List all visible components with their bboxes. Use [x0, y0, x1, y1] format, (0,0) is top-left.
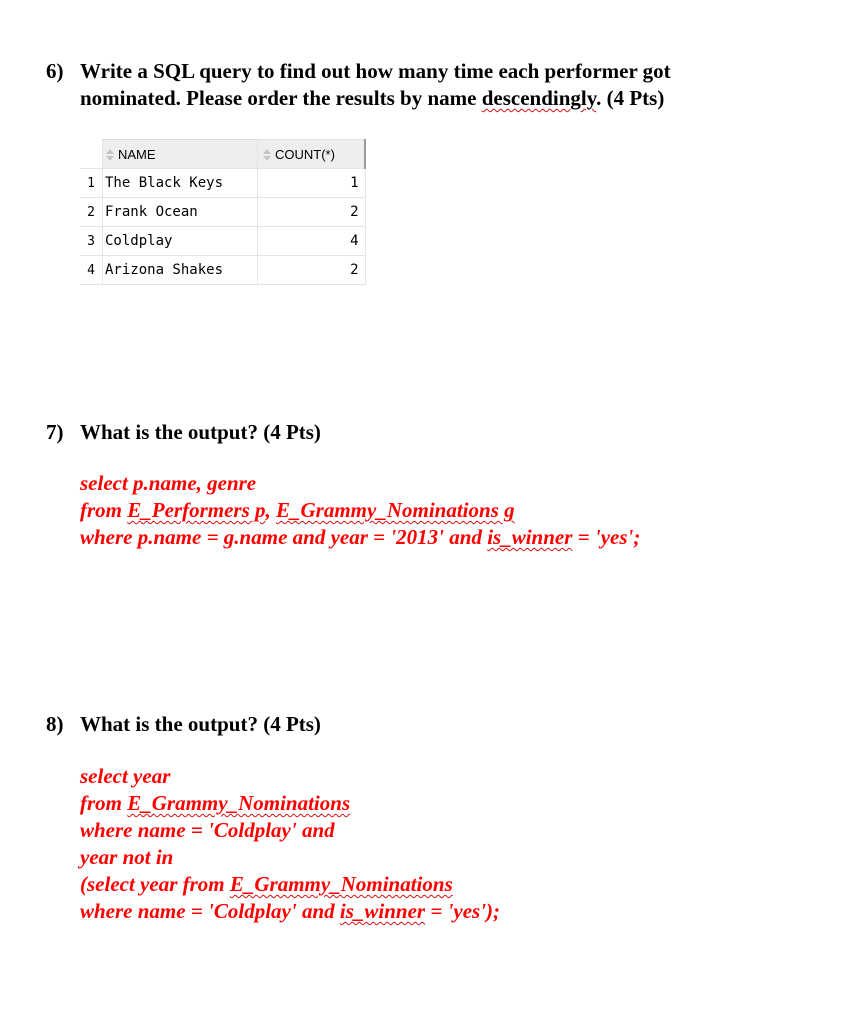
cell-name[interactable]: The Black Keys [103, 169, 258, 198]
code-line: select p.name, genre [80, 471, 257, 495]
cell-name[interactable]: Coldplay [103, 227, 258, 256]
question-8 [46, 711, 321, 738]
row-number: 4 [80, 256, 103, 285]
code-line: from E_Performers p, E_Grammy_Nominations g [80, 498, 515, 522]
table-row[interactable] [80, 198, 365, 227]
row-number-header [80, 140, 103, 169]
question-text-points: . (4 Pts) [596, 86, 665, 110]
question-text: What is the output? (4 Pts) [80, 420, 321, 444]
row-number: 2 [80, 198, 103, 227]
sql-answer-8 [80, 763, 500, 925]
code-line: from E_Grammy_Nominations [80, 791, 351, 815]
cell-count[interactable]: 2 [258, 198, 366, 227]
sort-icon [105, 149, 115, 161]
table-row[interactable] [80, 169, 365, 198]
cell-count[interactable]: 4 [258, 227, 366, 256]
code-line: where p.name = g.name and year = '2013' and is_winner = 'yes'; [80, 525, 641, 549]
column-header-label: NAME [118, 146, 156, 162]
cell-name[interactable]: Arizona Shakes [103, 256, 258, 285]
question-7 [46, 419, 321, 446]
row-number: 3 [80, 227, 103, 256]
question-text-line2: nominated. Please order the results by name [80, 86, 482, 110]
code-line: year not in [80, 845, 174, 869]
grid-header-row [80, 140, 365, 169]
question-number: 8) [46, 712, 64, 736]
question-number: 6) [46, 59, 64, 83]
code-line: (select year from E_Grammy_Nominations [80, 872, 453, 896]
column-header-count[interactable] [258, 140, 366, 169]
cell-count[interactable]: 1 [258, 169, 366, 198]
question-text-line1: Write a SQL query to find out how many time each performer got [80, 59, 671, 83]
question-6 [46, 58, 671, 112]
column-header-label: COUNT(*) [275, 146, 335, 162]
code-line: where name = 'Coldplay' and is_winner = 'yes'); [80, 899, 501, 923]
question-number: 7) [46, 420, 64, 444]
table-row[interactable] [80, 256, 365, 285]
row-number: 1 [80, 169, 103, 198]
cell-name[interactable]: Frank Ocean [103, 198, 258, 227]
sort-icon [262, 149, 272, 161]
cell-count[interactable]: 2 [258, 256, 366, 285]
sql-answer-7 [80, 470, 640, 551]
table-row[interactable] [80, 227, 365, 256]
code-line: where name = 'Coldplay' and [80, 818, 335, 842]
column-header-name[interactable] [103, 140, 258, 169]
spellcheck-word: descendingly [481, 86, 597, 110]
question-text: What is the output? (4 Pts) [80, 712, 321, 736]
code-line: select year [80, 764, 171, 788]
result-grid [80, 139, 366, 285]
